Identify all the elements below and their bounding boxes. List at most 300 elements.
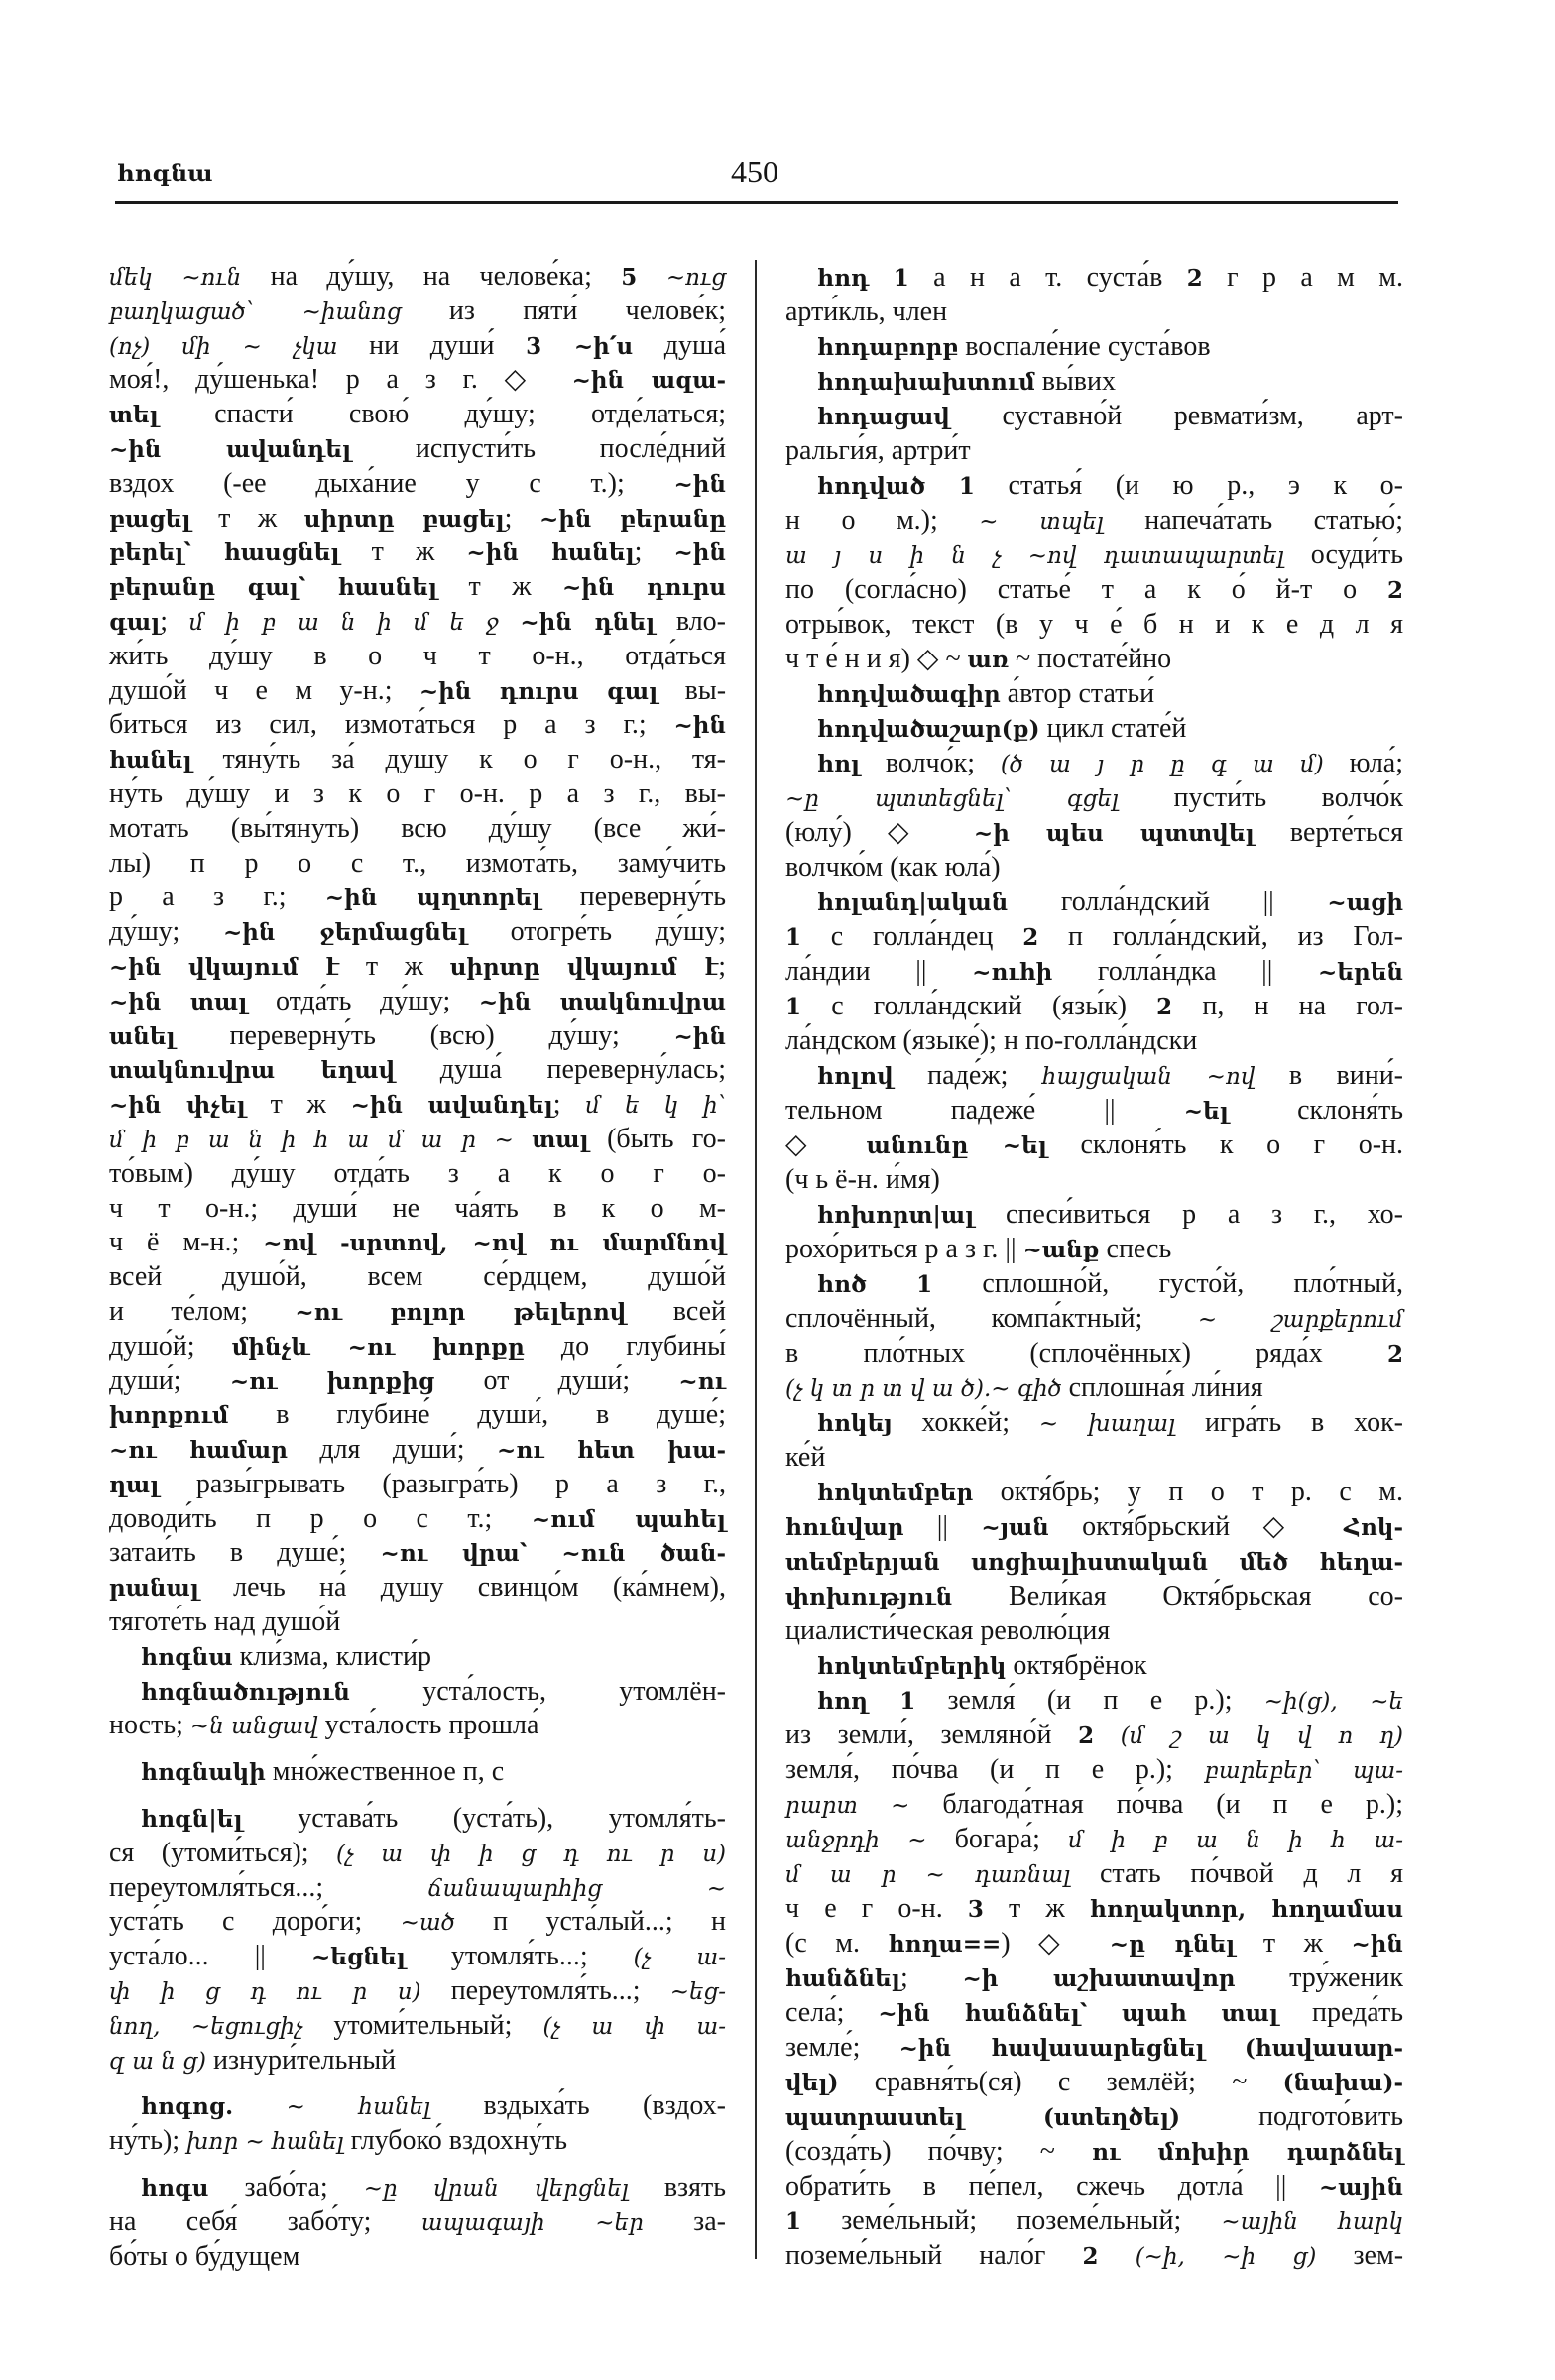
translation-text: поземе́льный нало́г <box>785 2240 1083 2271</box>
bold-phrase: խորքում <box>109 1402 229 1430</box>
translation-text: ну́ть); <box>109 2125 187 2157</box>
translation-text: ни души́ <box>337 329 527 361</box>
entry-line <box>785 1197 1403 1232</box>
dictionary-entry <box>785 468 1403 676</box>
translation-text: т ж <box>339 536 467 568</box>
bold-phrase: ~ին ավանդել <box>109 435 352 463</box>
bold-phrase: ~ին ավանդել <box>350 1092 553 1120</box>
entry-line <box>109 2171 726 2205</box>
bold-phrase: Հոկ- <box>1343 1514 1403 1541</box>
entry-line <box>785 1370 1403 1405</box>
running-head: հոգնա <box>117 159 213 187</box>
translation-text: вы- <box>658 674 727 706</box>
translation-text: в вини́- <box>1255 1060 1403 1091</box>
entry-line <box>785 572 1403 607</box>
dictionary-entry <box>785 711 1403 746</box>
translation-text: всей <box>626 1295 727 1327</box>
translation-text: волчо́к; <box>860 748 1001 778</box>
right-column <box>785 260 1403 2273</box>
dictionary-entry <box>785 329 1403 364</box>
bold-phrase: անունը ~ել <box>866 1132 1047 1159</box>
headword: հոգնակի <box>141 1759 266 1787</box>
translation-text: уста́ть с доро́ги; <box>109 1906 401 1938</box>
translation-text: с голла́ндский (язы́к) <box>801 991 1157 1021</box>
translation-text: разы́грывать (разыгра́ть) р а з г., <box>159 1468 726 1499</box>
page-number: 450 <box>731 154 778 189</box>
entry-line <box>109 1019 726 1054</box>
translation-text: благода́тная по́чва (и п е р.); <box>909 1789 1403 1820</box>
translation-text: цикл стате́й <box>1039 713 1187 744</box>
italic-example: փ ի ց դ ու ր ս) <box>109 1979 421 2006</box>
bold-phrase: բացել <box>109 505 191 533</box>
translation-text: всей душо́й, всем се́рдцем, душо́й <box>109 1261 726 1293</box>
dictionary-entry <box>109 1675 726 1744</box>
bold-phrase: ~ային <box>1319 2174 1403 2201</box>
translation-text: || <box>903 1511 982 1542</box>
bold-phrase: րանալ <box>109 1575 199 1603</box>
translation-text: спасти́ свою́ ду́шу; отде́латься; <box>158 399 726 430</box>
bold-phrase: ~յան <box>981 1514 1049 1541</box>
bold-phrase: ~ին տալ <box>109 988 248 1015</box>
italic-example: (չ ա փ ի ց դ ու ր ս) <box>336 1841 726 1867</box>
translation-text: Вели́кая Октя́брьская со- <box>952 1581 1403 1611</box>
entry-line <box>785 1266 1403 1301</box>
translation-text: хокке́й; <box>892 1407 1039 1438</box>
bold-phrase: ~ին ջերմացնել <box>223 919 467 947</box>
entry-line <box>109 1398 726 1433</box>
translation-text: голла́ндка || <box>1052 956 1319 987</box>
translation-text: ся (утоми́ться); <box>109 1837 337 1868</box>
translation-text: п голла́ндский, из Гол- <box>1038 921 1403 952</box>
entry-line <box>785 1752 1403 1787</box>
translation-text: испусти́ть после́дний <box>351 432 727 464</box>
entry-line <box>109 640 726 674</box>
entry-line <box>785 1058 1403 1093</box>
translation-text: воспале́ние суста́вов <box>958 331 1211 362</box>
translation-text: уста́лость прошла́ <box>317 1710 539 1741</box>
translation-text: паде́ж; <box>893 1060 1042 1091</box>
headword: հոկտեմբեր <box>817 1480 974 1506</box>
translation-text: сплочённый, компа́ктный; <box>785 1303 1198 1334</box>
entry-line <box>109 570 726 605</box>
italic-example: ~ն անցավ <box>189 1714 318 1740</box>
italic-example: բարեբեր՝ պա- <box>1204 1758 1404 1784</box>
entry-line <box>109 502 726 536</box>
entry-line <box>109 295 726 329</box>
dictionary-entry <box>785 676 1403 711</box>
entry-line <box>785 989 1403 1023</box>
italic-example: հայցական ~ով <box>1041 1064 1256 1090</box>
bold-phrase: ~ու խորքից <box>229 1368 435 1395</box>
entry-line <box>109 1330 726 1365</box>
dictionary-entry <box>109 260 726 1640</box>
translation-text: (созда́ть) по́чву; ~ <box>785 2136 1093 2167</box>
translation-text: взять <box>628 2172 727 2203</box>
entry-line <box>109 1295 726 1330</box>
translation-text: т ж <box>983 1893 1090 1924</box>
translation-text: зем- <box>1316 2240 1404 2271</box>
headword: հոծ <box>817 1271 867 1298</box>
translation-text: ность; <box>109 1710 190 1741</box>
entry-line <box>785 1961 1403 1995</box>
translation-text <box>867 1268 916 1299</box>
translation-text: до глубины́ <box>524 1330 726 1362</box>
bold-phrase: (նախա)- <box>1282 2070 1403 2096</box>
translation-text: склоня́ть <box>1228 1095 1404 1126</box>
translation-text: уста́лость, утомлён- <box>349 1675 726 1707</box>
headword: հոկտեմբերիկ <box>817 1653 1007 1680</box>
translation-text: мотать (вы́тянуть) всю ду́шу (все жи́- <box>109 812 726 844</box>
headword: հոդվածագիր <box>817 681 1001 708</box>
entry-line <box>109 398 726 432</box>
dictionary-entry <box>785 1475 1403 1648</box>
italic-example: ~եց- <box>669 1979 726 2006</box>
entry-line <box>785 468 1403 503</box>
entry-line <box>109 2044 726 2079</box>
translation-text: тяготе́ть над душо́й <box>109 1606 341 1638</box>
italic-example: մ ի բ ա ն ի մ ե ջ <box>188 609 499 636</box>
translation-text: циалисти́ческая револю́ция <box>785 1615 1111 1646</box>
bold-phrase: տակնուվրա եղավ <box>109 1057 396 1085</box>
translation-text: подгото́вить <box>1179 2101 1403 2132</box>
entry-line <box>785 1128 1403 1162</box>
entry-line <box>109 1468 726 1502</box>
bold-phrase: հողակտոր, հողամաս <box>1089 1896 1403 1923</box>
entry-line <box>785 1301 1403 1336</box>
entry-line <box>785 1544 1403 1579</box>
translation-text: ну́ть ду́шу и з к о г о-н. р а з г., вы- <box>109 777 726 809</box>
bold-phrase: ~ին հավասարեցնել (հավասար- <box>898 2035 1403 2062</box>
entry-line <box>109 985 726 1019</box>
italic-example: (չ կ տ ր տ վ ա ծ).~ գիծ <box>785 1376 1062 1402</box>
bold-phrase: ~ը դնել <box>1109 1931 1236 1958</box>
translation-text: лечь на́ душу свинцо́м (ка́мнем), <box>198 1572 726 1604</box>
translation-text: т ж <box>339 950 450 982</box>
translation-text: склоня́ть к о г о-н. <box>1046 1130 1403 1160</box>
italic-example: ~ային հարկ <box>1221 2209 1403 2235</box>
bold-phrase: 3 ~ի՛ս <box>526 332 634 360</box>
entry-line <box>785 1405 1403 1440</box>
bold-phrase: տել <box>109 402 159 429</box>
italic-example: (չ ա- <box>633 1945 726 1971</box>
bold-phrase: 1 <box>785 2208 802 2235</box>
translation-text: богара́; <box>926 1824 1069 1854</box>
headword: հոխորտ|ալ <box>817 1202 975 1229</box>
entry-line <box>785 1718 1403 1752</box>
translation-text: обрати́ть в пе́пел, сжечь дотла́ || <box>785 2171 1320 2202</box>
translation-text: п уста́лый...; н <box>454 1906 727 1938</box>
entry-line <box>109 708 726 743</box>
bold-phrase: սիրտը վկայում է <box>449 953 719 981</box>
bold-phrase: 2 <box>1386 577 1403 604</box>
entry-line <box>109 1606 726 1640</box>
translation-text: для души́; <box>287 1434 497 1466</box>
translation-text: спесь <box>1099 1234 1172 1264</box>
bold-phrase: փոխություն <box>785 1584 953 1610</box>
translation-text: н о м.); <box>785 505 980 536</box>
dictionary-entry <box>785 1058 1403 1197</box>
entry-line <box>109 950 726 985</box>
italic-example: ~ը պտտեցնել՝ գցել <box>785 786 1119 812</box>
entry-line <box>785 329 1403 364</box>
translation-text: арти́кль, член <box>785 297 948 327</box>
translation-text: отогре́ть ду́шу; <box>466 916 727 948</box>
headword: հոդախախտում <box>817 369 1035 396</box>
translation-text: глубоко́ вздохну́ть <box>343 2125 568 2157</box>
translation-text: ; <box>160 605 189 637</box>
dictionary-entry <box>109 1802 726 2078</box>
translation-text: сравня́ть(ся) с землёй; ~ <box>838 2067 1283 2097</box>
entry-line <box>109 536 726 570</box>
entry-line <box>785 2065 1403 2099</box>
bold-phrase: ~ի աշխատավոր <box>962 1965 1236 1992</box>
italic-example: խոր ~ հանել <box>186 2129 344 2156</box>
entry-line <box>109 1709 726 1743</box>
bold-phrase: մինչև ~ու խորքը <box>231 1333 525 1361</box>
bold-phrase: 3 <box>967 1896 984 1923</box>
translation-text: суставно́й ревмати́зм, арт- <box>949 401 1403 431</box>
entry-line <box>109 1755 726 1790</box>
header-rule <box>115 201 1398 204</box>
bold-phrase: 1 <box>785 924 802 951</box>
entry-line <box>785 2203 1403 2238</box>
translation-text <box>233 2090 286 2121</box>
bold-phrase: 2 <box>1156 994 1173 1020</box>
entry-line <box>785 503 1403 537</box>
translation-text: то́вым) ду́шу отда́ть з а к о г о- <box>109 1157 726 1189</box>
italic-example: մ ա ր ~ դառնալ <box>785 1862 1071 1888</box>
translation-text: преда́ть <box>1278 1997 1404 2028</box>
bold-phrase: 1 <box>899 1688 916 1715</box>
bold-phrase: ~ին պղտորել <box>324 885 541 912</box>
italic-example: նող, ~եցուցիչ <box>109 2013 303 2040</box>
italic-example: ~ի(ց), ~ե <box>1263 1689 1403 1715</box>
translation-text: ; <box>899 1963 963 1993</box>
entry-line <box>109 2205 726 2240</box>
translation-text: ла́ндии || <box>785 956 973 987</box>
translation-text <box>499 606 521 637</box>
bold-phrase: ~ով -սրտով, ~ով ու մարմնով <box>263 1230 726 1257</box>
translation-text: (быть го- <box>588 1123 726 1154</box>
entry-line <box>109 1365 726 1399</box>
entry-line <box>109 1192 726 1227</box>
translation-text: переутомля́ться...; <box>109 1871 428 1903</box>
translation-text: переутомля́ть...; <box>420 1975 670 2007</box>
italic-example: զ ա ն ց) <box>109 2048 206 2075</box>
bold-phrase: ~ին փչել <box>109 1092 246 1120</box>
entry-line <box>109 915 726 950</box>
bold-phrase: վել) <box>785 2070 839 2096</box>
translation-text: спеси́виться р а з г., хо- <box>974 1199 1403 1230</box>
bold-phrase: հունվար <box>785 1514 904 1541</box>
entry-line <box>109 1123 726 1157</box>
translation-text: села́; <box>785 1997 879 2028</box>
translation-text: души́; <box>109 1365 230 1396</box>
bold-phrase: 1 <box>958 473 975 500</box>
headword: հոգոց. <box>141 2093 234 2121</box>
italic-example: անջրդի ~ <box>785 1828 927 1853</box>
translation-text: ч е г о-н. <box>785 1893 968 1924</box>
translation-text: а н а т. суста́в <box>908 262 1187 293</box>
translation-text: пусти́ть волчо́к <box>1118 782 1403 813</box>
bold-phrase: ~ու հետ խա- <box>496 1437 726 1465</box>
entry-line <box>109 2240 726 2275</box>
entry-line <box>109 1940 726 1974</box>
italic-example: ~ տպել <box>979 509 1104 535</box>
entry-line <box>785 295 1403 329</box>
entry-line <box>785 399 1403 433</box>
entry-line <box>785 1926 1403 1961</box>
bold-phrase: բերանը գալ՝ հասնել <box>109 574 438 602</box>
bold-phrase: ~ին տակնուվրա <box>478 988 726 1015</box>
translation-text: статья́ (и ю р., э к о- <box>974 470 1404 501</box>
headword: հոկեյ <box>817 1410 893 1437</box>
translation-text: ; <box>718 950 726 982</box>
entry-line <box>785 1162 1403 1197</box>
bold-phrase: ~ել <box>1183 1098 1229 1125</box>
entry-line <box>785 711 1403 746</box>
translation-text: тельном падеже́ || <box>785 1095 1184 1126</box>
translation-text: ~ постате́йно <box>1008 644 1172 674</box>
headword: հոդաբորբ <box>817 334 959 361</box>
translation-text <box>868 1685 899 1716</box>
translation-text: ; <box>504 502 539 534</box>
bold-phrase: 2 <box>1186 265 1203 292</box>
entry-line <box>109 467 726 502</box>
translation-text: из земли́, земляно́й <box>785 1720 1079 1750</box>
translation-text: тру́женик <box>1235 1963 1403 1993</box>
bold-phrase: ~ին <box>1351 1931 1403 1958</box>
translation-text: т ж <box>437 571 563 603</box>
translation-text: от души́; <box>434 1365 679 1396</box>
entry-line <box>785 1787 1403 1822</box>
translation-text: ч т е́ н и я) ◇ ~ <box>785 644 968 674</box>
headword: հոգն|ել <box>141 1806 243 1834</box>
italic-example: ~ հանել <box>286 2094 431 2121</box>
entry-line <box>109 1260 726 1295</box>
bold-phrase: ու մոխիր դարձնել <box>1092 2139 1404 2166</box>
bold-phrase: սիրտը բացել <box>303 505 505 533</box>
bold-phrase: ~ում պահել <box>531 1505 727 1533</box>
entry-line <box>785 1232 1403 1266</box>
entry-line <box>109 674 726 709</box>
translation-text <box>1099 2240 1136 2271</box>
entry-line <box>109 1053 726 1088</box>
entry-line <box>785 1509 1403 1544</box>
entry-line <box>785 954 1403 989</box>
dictionary-entry <box>785 885 1403 1058</box>
italic-example: ~ը վրան վերցնել <box>363 2176 629 2202</box>
entry-line <box>785 885 1403 919</box>
italic-example: (մ շ ա կ վ ո ղ) <box>1120 1724 1403 1749</box>
entry-line <box>109 1536 726 1571</box>
bold-phrase: հանձնել <box>785 1965 900 1992</box>
entry-line <box>109 329 726 364</box>
bold-phrase: ղալ <box>109 1471 160 1498</box>
entry-line <box>785 1336 1403 1370</box>
translation-text: осуди́ть <box>1283 539 1403 570</box>
bold-phrase: 1 <box>916 1271 933 1298</box>
translation-text: в пло́тных (сплочённых) ряда́х <box>785 1338 1387 1368</box>
bold-phrase: անել <box>109 1022 176 1050</box>
entry-line <box>109 1837 726 1871</box>
translation-text: из пяти́ челове́к; <box>401 295 726 326</box>
entry-line <box>785 1023 1403 1058</box>
translation-text <box>925 470 959 501</box>
entry-line <box>785 1093 1403 1128</box>
column-divider <box>755 260 757 2259</box>
translation-text: с голла́ндец <box>801 921 1023 952</box>
italic-example: (ծ ա յ ր ը գ ա մ) <box>1000 752 1324 777</box>
dictionary-entry <box>109 1640 726 1675</box>
bold-phrase: 5 <box>621 264 638 291</box>
translation-text: стать по́чвой д л я <box>1070 1858 1404 1889</box>
translation-text: на себя́ забо́ту; <box>109 2205 421 2237</box>
translation-text: ; <box>552 1089 586 1121</box>
translation-text: кли́зма, клисти́р <box>232 1640 431 1672</box>
entry-line <box>785 1475 1403 1509</box>
italic-example: (ոչ) մի ~ չկա <box>109 333 338 360</box>
entry-line <box>785 364 1403 399</box>
translation-text: ке́й <box>785 1442 826 1473</box>
entry-line <box>109 605 726 640</box>
dictionary-entry <box>109 2089 726 2159</box>
bold-phrase: 1 <box>893 265 909 292</box>
entry-line <box>109 1871 726 1906</box>
headword: հող <box>817 1688 868 1715</box>
translation-text: душо́й; <box>109 1330 232 1362</box>
bold-phrase: պատրաստել (ստեղծել) <box>785 2104 1180 2131</box>
translation-text: вло- <box>655 605 727 637</box>
bold-phrase: ~երեն <box>1318 959 1404 986</box>
translation-text: душа́ <box>633 329 726 361</box>
translation-text: октя́брьский ◇ <box>1048 1511 1344 1542</box>
italic-example: մեկ ~ուն <box>109 265 242 291</box>
entry-line <box>109 1226 726 1260</box>
entry-line <box>785 2030 1403 2065</box>
translation-text: земле́; <box>785 2032 899 2063</box>
dictionary-entry <box>785 746 1403 885</box>
translation-text: по (согла́сно) статье́ т а к о́ й-т о <box>785 574 1387 605</box>
translation-text: утоми́тельный; <box>302 2009 543 2041</box>
translation-text: волчко́м (как юла́) <box>785 852 1001 883</box>
italic-example: մ ե կ ի՝ <box>585 1093 727 1120</box>
bold-phrase: հողա== <box>888 1931 1002 1958</box>
bold-phrase: ~ին դուրս գալ <box>419 677 658 705</box>
bold-phrase: տեմբերյան սոցիալիստական մեծ հեղա- <box>785 1549 1403 1576</box>
entry-line <box>109 1905 726 1940</box>
bold-phrase: ~ու համար <box>109 1437 288 1465</box>
translation-text: земля́ (и п е р.); <box>915 1685 1264 1716</box>
bold-phrase: հանել <box>109 747 192 774</box>
entry-line <box>109 1088 726 1123</box>
translation-text: уста́ло... || <box>109 1941 311 1972</box>
entry-line <box>109 2009 726 2044</box>
entry-line <box>109 1974 726 2009</box>
translation-text: ду́шу; <box>109 916 224 948</box>
entry-line <box>109 1571 726 1606</box>
italic-example: ա յ ս ի ն չ ~ով դատապարտել <box>785 543 1284 569</box>
translation-text: рохо́риться р а з г. || <box>785 1234 1023 1264</box>
entry-line <box>785 2099 1403 2134</box>
entry-line <box>785 1995 1403 2030</box>
translation-text: п, н на гол- <box>1172 991 1403 1021</box>
bold-phrase: ~ին դնել <box>520 608 656 636</box>
translation-text: октябрёнок <box>1006 1650 1147 1681</box>
italic-example: ~ շարքերում <box>1197 1307 1403 1333</box>
translation-text: в глубине́ души́, в душе́; <box>228 1399 726 1431</box>
entry-line <box>109 847 726 882</box>
